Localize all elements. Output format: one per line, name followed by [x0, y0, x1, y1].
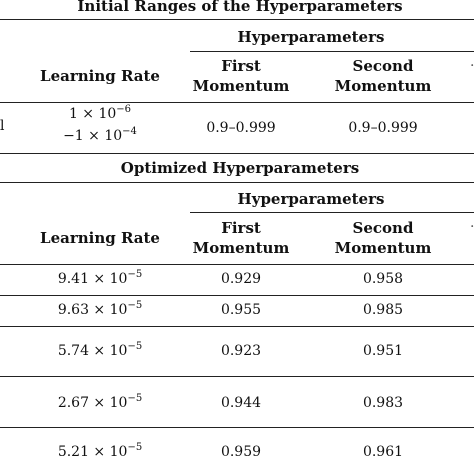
divider [0, 326, 474, 327]
optimized-col-second-line2: Momentum [334, 239, 432, 257]
optimized-first-momentum-cell: 0.944 [220, 395, 262, 411]
optimized-second-momentum-cell: 0.961 [362, 444, 404, 460]
divider [0, 427, 474, 428]
optimized-col-learning-rate: Learning Rate [40, 229, 160, 247]
divider [190, 212, 474, 213]
initial-second-momentum-range: 0.9–0.999 [348, 120, 418, 136]
divider [0, 264, 474, 265]
cut-off-mark [470, 58, 474, 74]
optimized-lr-cell: $9.41 \times 10^{-5}$ [57, 269, 143, 287]
divider [0, 153, 474, 154]
divider [0, 182, 474, 183]
divider [0, 376, 474, 377]
divider [190, 51, 474, 52]
optimized-title: Optimized Hyperparameters [120, 159, 360, 177]
divider [0, 102, 474, 103]
optimized-second-momentum-cell: 0.983 [362, 395, 404, 411]
optimized-col-second-line1: Second [352, 219, 414, 237]
optimized-lr-cell: $5.74 \times 10^{-5}$ [57, 341, 143, 359]
cut-off-mark [470, 219, 474, 235]
optimized-first-momentum-cell: 0.955 [220, 302, 262, 318]
optimized-first-momentum-cell: 0.929 [220, 271, 262, 287]
optimized-first-momentum-cell: 0.923 [220, 343, 262, 359]
optimized-lr-cell: $9.63 \times 10^{-5}$ [57, 300, 143, 318]
optimized-col-first-line1: First [221, 219, 261, 237]
optimized-lr-cell: $5.21 \times 10^{-5}$ [57, 442, 143, 460]
optimized-second-momentum-cell: 0.951 [362, 343, 404, 359]
initial-col-first-line1: First [221, 57, 261, 75]
initial-col-first-line2: Momentum [192, 77, 290, 95]
initial-lr-min: $1 \times 10^{-6}$ [68, 104, 132, 122]
divider [0, 295, 474, 296]
initial-title: Initial Ranges of the Hyperparameters [77, 0, 403, 15]
initial-col-learning-rate: Learning Rate [40, 67, 160, 85]
divider [0, 19, 474, 20]
optimized-second-momentum-cell: 0.985 [362, 302, 404, 318]
cut-off-row-label: l [0, 118, 5, 134]
initial-col-second-line2: Momentum [334, 77, 432, 95]
optimized-second-momentum-cell: 0.958 [362, 271, 404, 287]
initial-first-momentum-range: 0.9–0.999 [206, 120, 276, 136]
initial-group-header: Hyperparameters [237, 28, 385, 46]
initial-col-second-line1: Second [352, 57, 414, 75]
optimized-lr-cell: $2.67 \times 10^{-5}$ [57, 393, 143, 411]
initial-lr-max: $-1 \times 10^{-4}$ [63, 126, 137, 144]
optimized-first-momentum-cell: 0.959 [220, 444, 262, 460]
optimized-group-header: Hyperparameters [237, 190, 385, 208]
optimized-col-first-line2: Momentum [192, 239, 290, 257]
